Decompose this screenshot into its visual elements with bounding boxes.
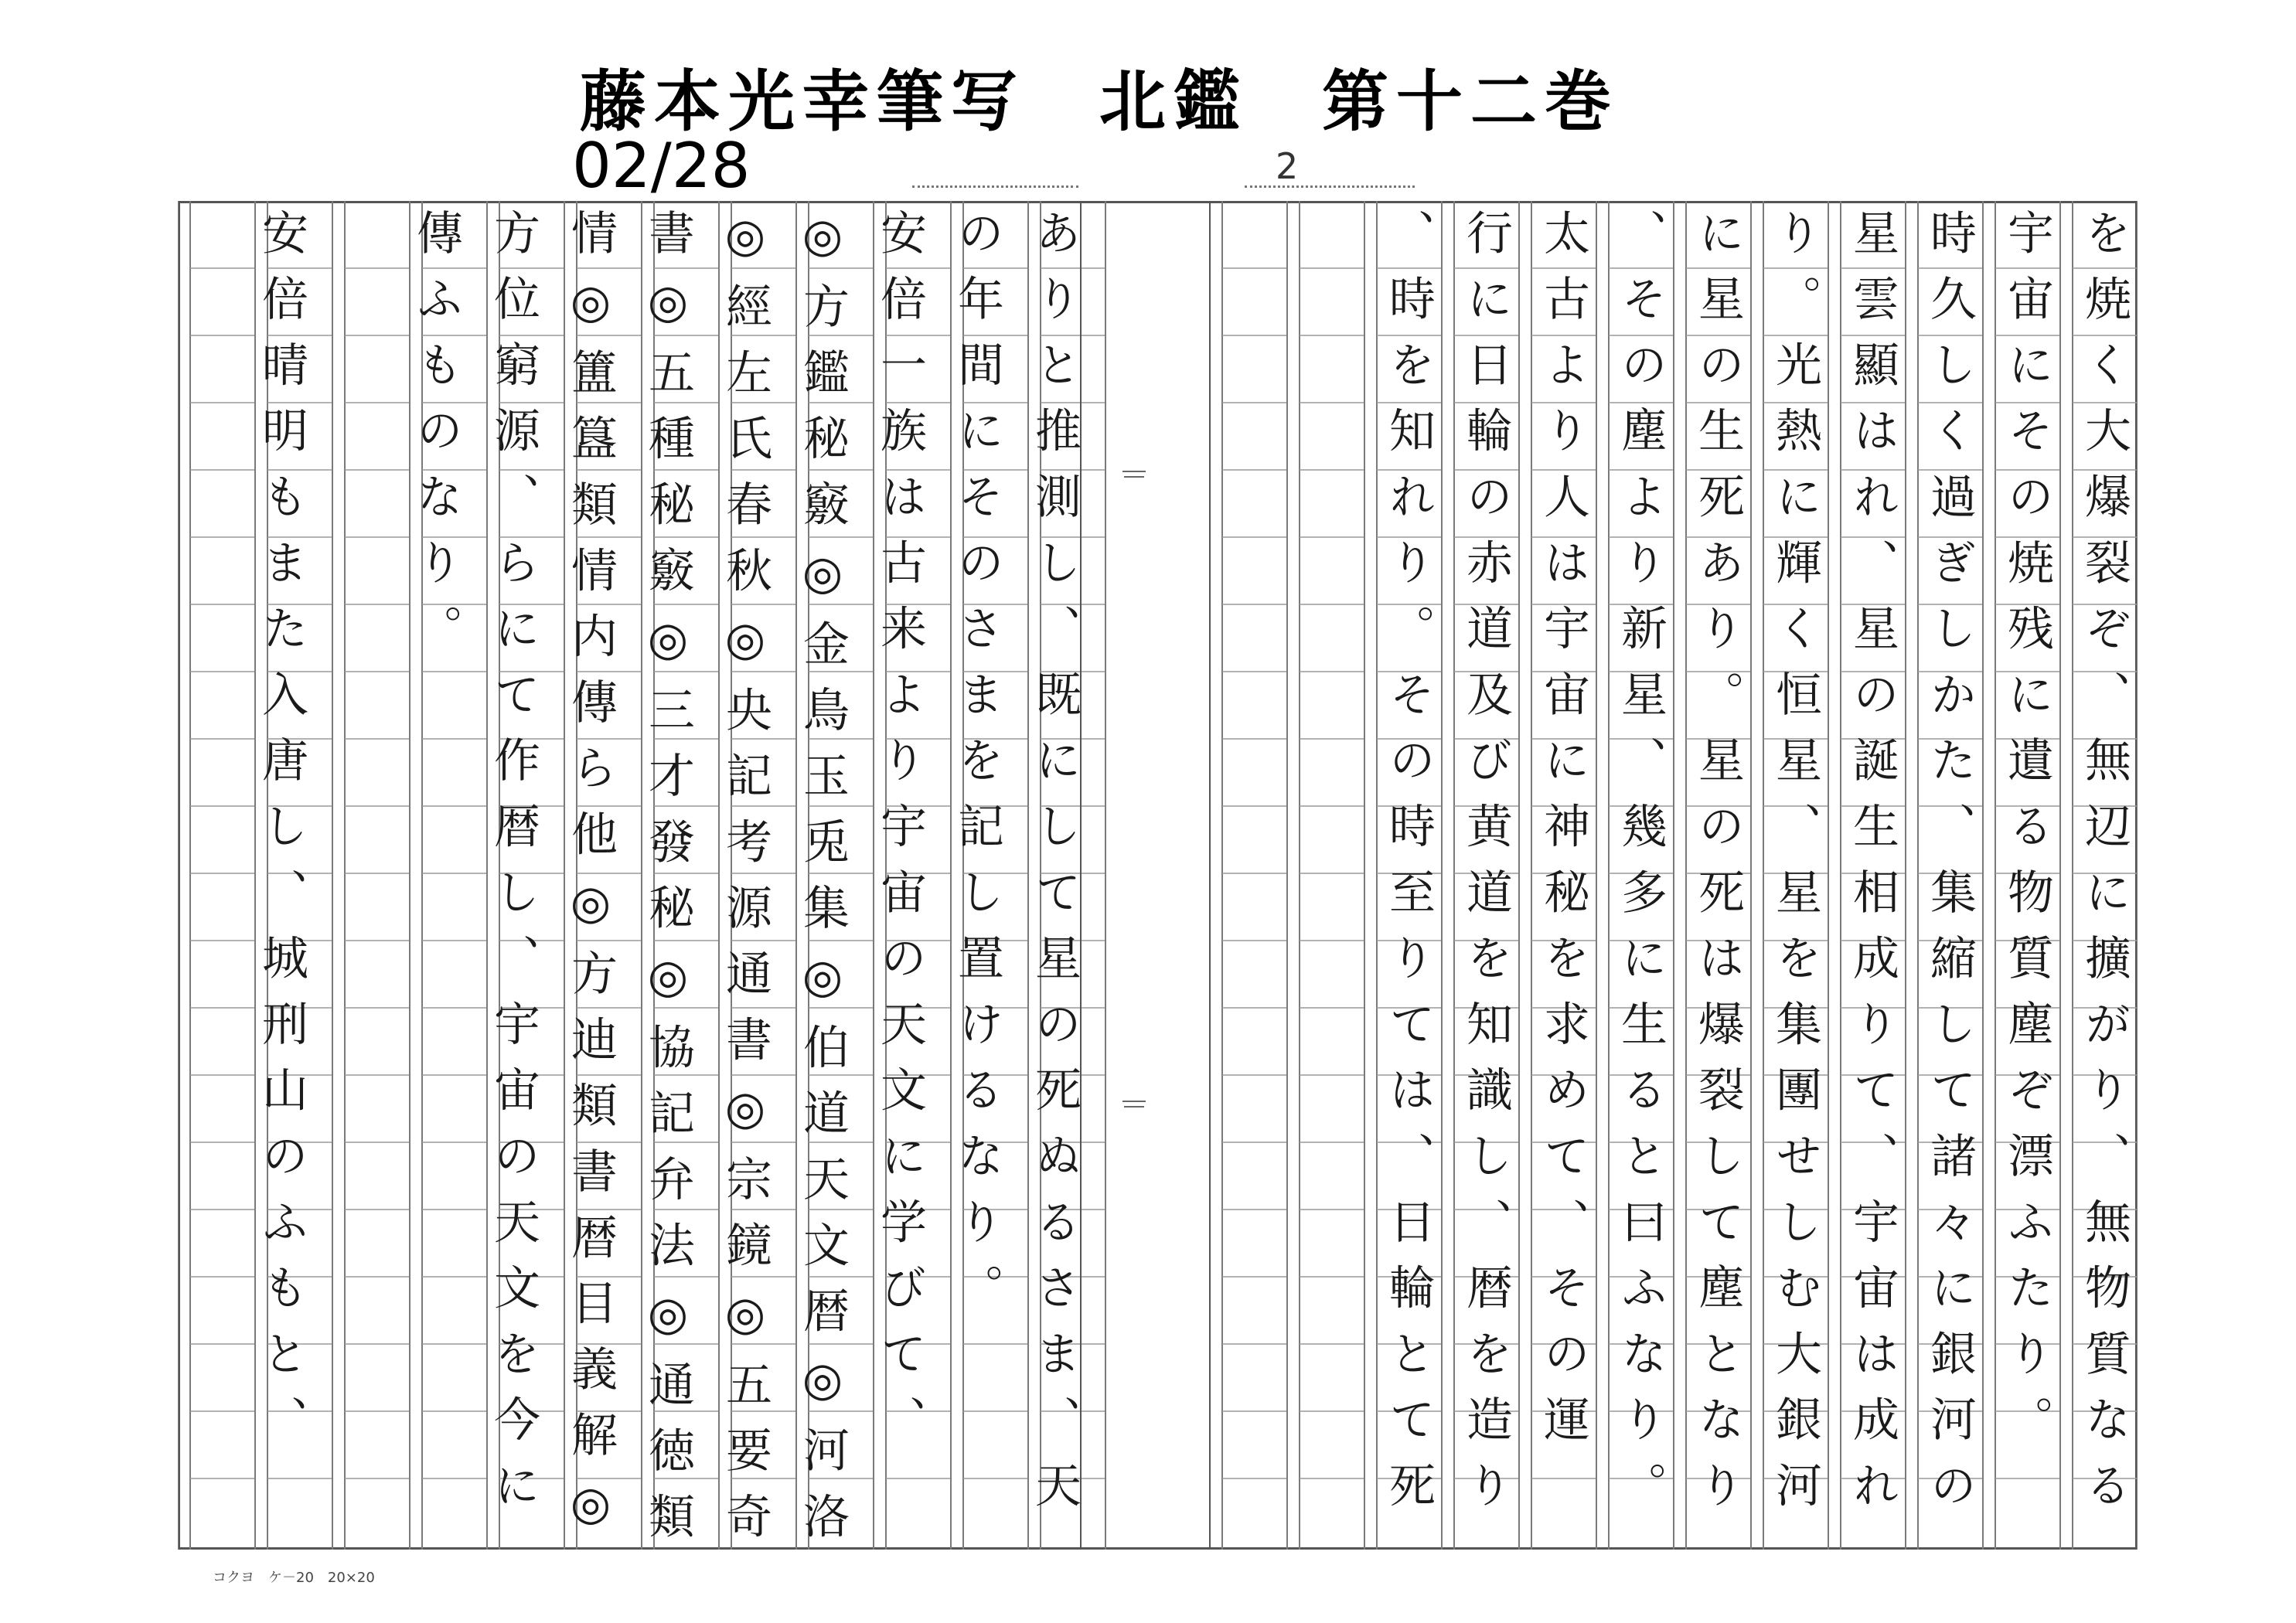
manuscript-column: の年間にそのさまを記し置けるなり。 [950,209,1004,1330]
manuscript-column: 情◎簠簋類情内傳ら他◎方迪類書暦目義解◎ [564,209,618,1550]
header-dotted-line [1245,185,1415,188]
manuscript-column: 太古より人は宇宙に神秘を求めて、その運 [1536,209,1590,1461]
fold-mark [1122,1101,1146,1107]
manuscript-grid [178,201,2138,1558]
manuscript-column: 、時を知れり。その時至りては、日輪とて死 [1381,209,1436,1527]
paper-brand-label: コクヨ ケ－20 20×20 [213,1570,375,1586]
manuscript-column: 傳ふものなり。 [409,209,463,671]
manuscript-column: ◎經左氏春秋◎央記考源通書◎宗鏡◎五要奇 [718,209,772,1558]
fold-mark [1122,471,1146,477]
manuscript-column: 、その塵より新星、幾多に生ると曰ふなり。 [1613,209,1667,1527]
header-dotted-line [912,185,1078,188]
manuscript-column: 書◎五種秘竅◎三才發秘◎協記弁法◎通徳類 [641,209,695,1558]
manuscript-column: 宇宙にその焼残に遺る物質塵ぞ漂ふたり。 [2000,209,2054,1461]
manuscript-column: 行に日輪の赤道及び黄道を知識し、暦を造り [1459,209,1513,1527]
manuscript-column: 時久しく過ぎしかた、集縮して諸々に銀河の [1923,209,1977,1527]
manuscript-column: に星の生死あり。星の死は爆裂して塵となり [1691,209,1745,1527]
manuscript-column: 安倍一族は古来より宇宙の天文に学びて、 [873,209,927,1461]
page-number: 2 [1276,145,1299,187]
manuscript-column: ◎方鑑秘竅◎金鳥玉兎集◎伯道天文暦◎河洛 [795,209,850,1558]
manuscript-column: 安倍晴明もまた入唐し、城刑山のふもと、 [254,209,308,1461]
manuscript-sheet [178,201,2138,1558]
date-label: 02/28 [572,130,751,202]
manuscript-column: 方位窮源、らにて作暦し、宇宙の天文を今に [486,209,540,1527]
manuscript-column: 星雲顯はれ、星の誕生相成りて、宇宙は成れ [1845,209,1899,1527]
manuscript-column: り。光熱に輝く恒星、星を集團せしむ大銀河 [1768,209,1822,1527]
manuscript-column [332,201,385,1550]
document-title: 藤本光幸筆写 北鑑 第十二巻 [580,63,1619,141]
manuscript-column: ありと推測し、既にして星の死ぬるさま、天 [1027,209,1082,1527]
manuscript-column: を焼く大爆裂ぞ、無辺に擴がり、無物質なる [2077,209,2131,1527]
